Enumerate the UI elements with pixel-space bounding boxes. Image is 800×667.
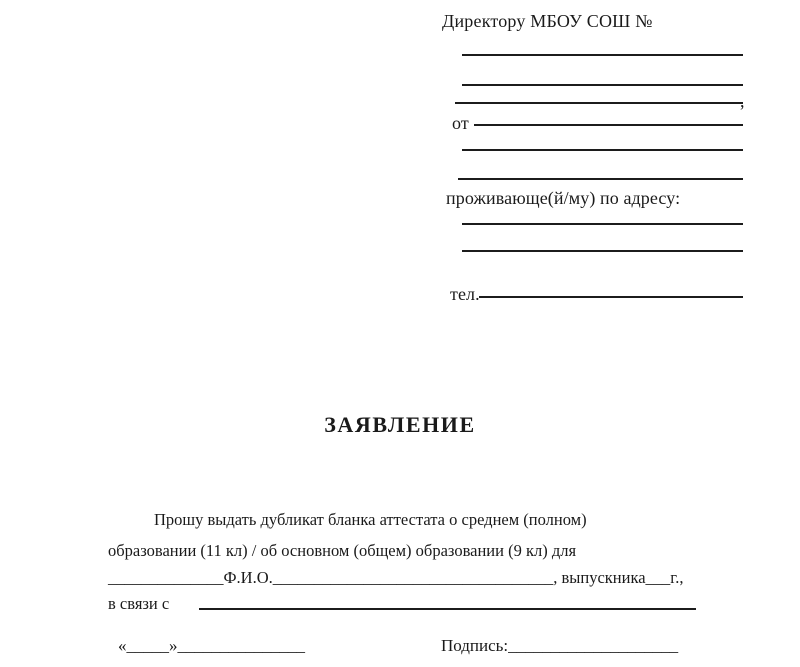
from-label: от	[452, 113, 469, 133]
header-line3-comma: ,	[740, 91, 745, 111]
fio-label: Ф.И.О.	[223, 568, 273, 587]
fio-row	[108, 566, 708, 590]
header-blank-line-6[interactable]	[458, 178, 743, 180]
year-suffix: г.,	[670, 568, 684, 587]
date-day-blank[interactable]: _____	[126, 636, 169, 655]
reason-blank-line[interactable]	[199, 608, 696, 610]
signature-row	[441, 634, 678, 658]
fio-lead-blank[interactable]: ______________	[108, 568, 224, 587]
signature-blank[interactable]: ____________________	[508, 636, 679, 655]
date-open-quote: «	[118, 636, 127, 655]
body-text	[108, 504, 698, 566]
header-blank-line-4[interactable]	[474, 124, 743, 126]
header-blank-line-5[interactable]	[462, 149, 743, 151]
header-blank-line-2[interactable]	[462, 84, 743, 86]
reason-row	[108, 592, 169, 616]
body-line-2: образовании (11 кл) / об основном (общем) образовании (9 кл) для	[108, 541, 577, 560]
signature-label: Подпись:	[441, 636, 509, 655]
header-blank-line-9[interactable]	[479, 296, 743, 298]
header-blank-line-7[interactable]	[462, 223, 743, 225]
date-month-blank[interactable]: _______________	[177, 636, 305, 655]
graduation-year-blank[interactable]: ___	[645, 568, 671, 587]
header-blank-line-8[interactable]	[462, 250, 743, 252]
fio-comma: ,	[553, 568, 558, 587]
reason-label: в связи с	[108, 594, 170, 613]
page-title: ЗАЯВЛЕНИЕ	[324, 412, 476, 437]
body-line-1: Прошу выдать дубликат бланка аттестата о среднем (полном)	[154, 510, 587, 529]
header-blank-line-3[interactable]	[455, 102, 743, 104]
phone-label: тел.	[450, 284, 480, 304]
date-close-quote: »	[169, 636, 178, 655]
graduate-label: выпускника	[561, 568, 646, 587]
fio-name-blank[interactable]: __________________________________	[272, 568, 554, 587]
header-blank-line-1[interactable]	[462, 54, 743, 56]
addressee-line: Директору МБОУ СОШ №	[442, 11, 653, 31]
date-row	[118, 634, 305, 658]
residence-label: проживающе(й/му) по адресу:	[446, 188, 681, 208]
